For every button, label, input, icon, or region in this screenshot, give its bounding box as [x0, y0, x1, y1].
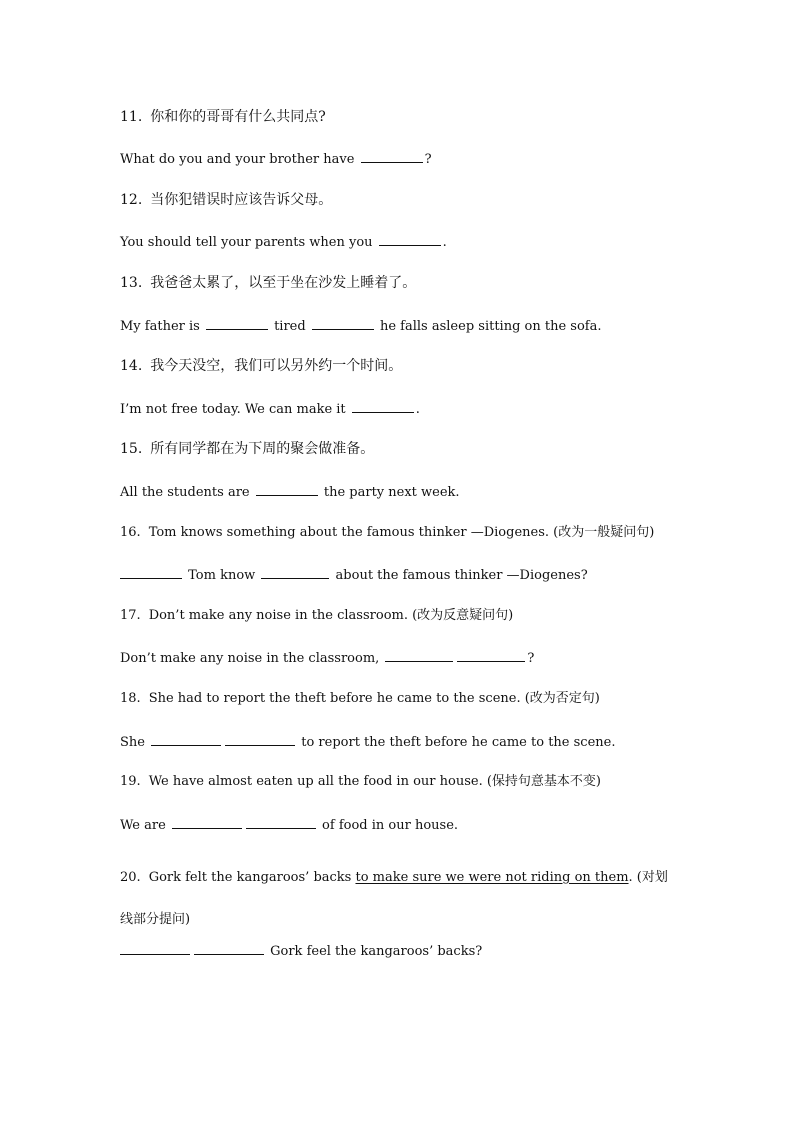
- answer-text: Gork feel the kangaroos’ backs?: [266, 944, 483, 959]
- answer-text: All the students are: [120, 485, 254, 500]
- question-14: [120, 357, 402, 375]
- answer-line-20: [120, 942, 482, 961]
- answer-text: he falls asleep sitting on the sofa.: [375, 319, 602, 334]
- answer-text: .: [442, 235, 447, 250]
- question-prompt: 你和你的哥哥有什么共同点?: [150, 109, 326, 125]
- answer-blank[interactable]: [194, 942, 264, 955]
- question-number: 20.: [120, 870, 141, 885]
- answer-line-16: [120, 566, 588, 585]
- answer-text: .: [415, 402, 420, 417]
- answer-line-18: [120, 733, 615, 752]
- answer-blank[interactable]: [172, 816, 242, 829]
- answer-text: about the famous thinker —Diogenes?: [331, 568, 588, 583]
- answer-line-15: [120, 483, 460, 502]
- answer-text: of food in our house.: [317, 818, 459, 833]
- answer-blank[interactable]: [312, 317, 374, 330]
- question-12: [120, 191, 332, 209]
- question-prompt: 当你犯错误时应该告诉父母。: [150, 192, 333, 208]
- question-15: [120, 440, 374, 458]
- answer-line-14: [120, 400, 420, 419]
- answer-blank[interactable]: [246, 816, 316, 829]
- question-prompt: 我爸爸太累了，以至于坐在沙发上睡着了。: [150, 275, 417, 291]
- question-17: [120, 607, 513, 625]
- question-11: [120, 108, 326, 126]
- answer-line-17: [120, 649, 534, 668]
- question-number: 14.: [120, 358, 143, 374]
- answer-text: tired: [269, 319, 310, 334]
- answer-text: We are: [120, 818, 170, 833]
- answer-blank[interactable]: [120, 566, 182, 579]
- question-prompt: 我今天没空，我们可以另外约一个时间。: [150, 358, 403, 374]
- answer-blank[interactable]: [261, 566, 329, 579]
- question-prompt: Don’t make any noise in the classroom. (改为反意疑问句): [148, 608, 514, 623]
- question-13: [120, 274, 416, 292]
- question-20: [120, 857, 680, 941]
- answer-text: Don’t make any noise in the classroom,: [120, 651, 384, 666]
- question-number: 11.: [120, 109, 143, 125]
- question-number: 12.: [120, 192, 143, 208]
- question-number: 13.: [120, 275, 143, 291]
- answer-blank[interactable]: [120, 942, 190, 955]
- question-prompt: 所有同学都在为下周的聚会做准备。: [150, 441, 375, 457]
- answer-blank[interactable]: [457, 649, 525, 662]
- answer-blank[interactable]: [225, 733, 295, 746]
- answer-blank[interactable]: [352, 400, 414, 413]
- answer-line-12: [120, 233, 447, 252]
- underlined-phrase: to make sure we were not riding on them: [355, 870, 629, 885]
- question-16: [120, 524, 654, 542]
- answer-blank[interactable]: [361, 150, 423, 163]
- answer-line-13: [120, 317, 601, 336]
- answer-text: to report the theft before he came to the scene.: [297, 735, 616, 750]
- question-prompt: We have almost eaten up all the food in our house. (保持句意基本不变): [148, 774, 601, 789]
- answer-text: ?: [424, 152, 432, 167]
- question-number: 16.: [120, 525, 141, 540]
- question-number: 19.: [120, 774, 141, 789]
- answer-blank[interactable]: [151, 733, 221, 746]
- question-number: 15.: [120, 441, 143, 457]
- question-prompt: . (对划线部分提问): [120, 870, 668, 927]
- answer-blank[interactable]: [385, 649, 453, 662]
- answer-text: What do you and your brother have: [120, 152, 359, 167]
- answer-blank[interactable]: [379, 233, 441, 246]
- answer-blank[interactable]: [256, 483, 318, 496]
- question-number: 17.: [120, 608, 141, 623]
- answer-blank[interactable]: [206, 317, 268, 330]
- answer-text: I’m not free today. We can make it: [120, 402, 350, 417]
- question-19: [120, 773, 601, 791]
- answer-text: You should tell your parents when you: [120, 235, 377, 250]
- answer-line-11: [120, 150, 432, 169]
- answer-text: She: [120, 735, 150, 750]
- answer-text: ?: [527, 651, 535, 666]
- question-number: 18.: [120, 691, 141, 706]
- answer-line-19: [120, 816, 458, 835]
- answer-text: Tom know: [184, 568, 260, 583]
- question-prompt: She had to report the theft before he came to the scene. (改为否定句): [148, 691, 600, 706]
- question-18: [120, 690, 600, 708]
- question-prompt: Gork felt the kangaroos’ backs: [148, 870, 356, 885]
- answer-text: the party next week.: [319, 485, 460, 500]
- question-prompt: Tom knows something about the famous thinker —Diogenes. (改为一般疑问句): [148, 525, 655, 540]
- answer-text: My father is: [120, 319, 204, 334]
